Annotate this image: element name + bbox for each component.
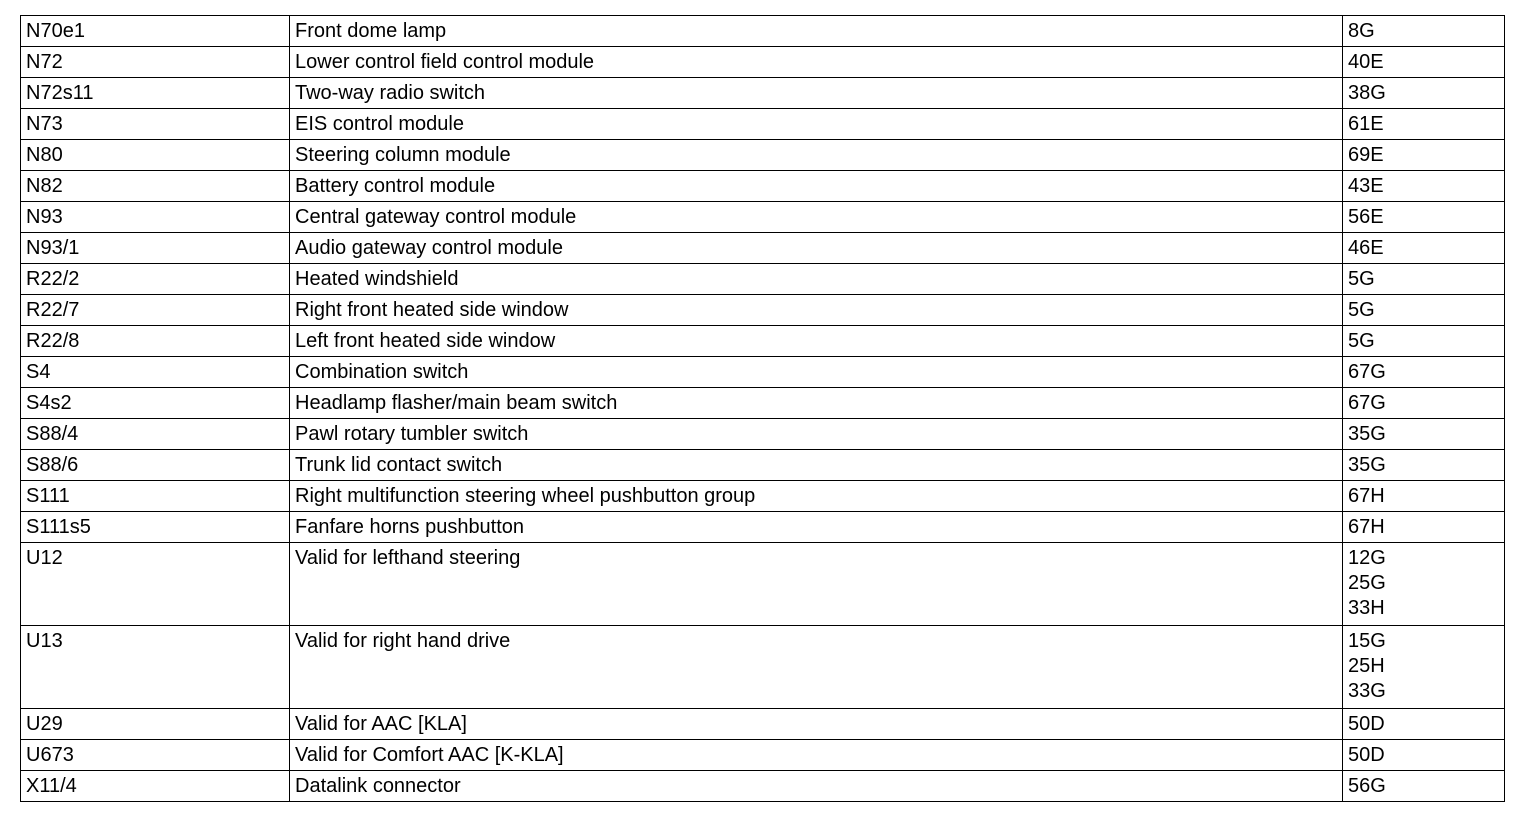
grid-location: 5G (1348, 330, 1375, 352)
component-description-cell: Two-way radio switch (290, 78, 1343, 109)
component-description-cell: Front dome lamp (290, 16, 1343, 47)
table-row (21, 626, 1505, 709)
table-row (21, 233, 1505, 264)
component-location-table (20, 15, 1505, 802)
table-row (21, 419, 1505, 450)
table-row (21, 357, 1505, 388)
grid-location: 46E (1348, 237, 1384, 259)
grid-location-cell (1343, 202, 1505, 233)
table-row (21, 140, 1505, 171)
component-description-cell: Trunk lid contact switch (290, 450, 1343, 481)
table-row (21, 771, 1505, 802)
table-row (21, 388, 1505, 419)
grid-location-cell (1343, 481, 1505, 512)
table-row (21, 78, 1505, 109)
grid-location-cell (1343, 543, 1505, 626)
grid-location: 35G (1348, 454, 1386, 476)
component-description-cell: Left front heated side window (290, 326, 1343, 357)
table-row (21, 450, 1505, 481)
grid-location: 15G (1348, 630, 1386, 652)
grid-location-cell (1343, 109, 1505, 140)
table-row (21, 709, 1505, 740)
table-row (21, 512, 1505, 543)
grid-location-cell (1343, 626, 1505, 709)
component-code-cell: N72s11 (21, 78, 290, 109)
component-code-cell: N73 (21, 109, 290, 140)
component-description-cell: Headlamp flasher/main beam switch (290, 388, 1343, 419)
grid-location-cell (1343, 326, 1505, 357)
grid-location: 33H (1348, 597, 1385, 619)
grid-location-cell (1343, 709, 1505, 740)
component-description-cell: Right front heated side window (290, 295, 1343, 326)
grid-location-cell (1343, 264, 1505, 295)
component-description-cell: Valid for Comfort AAC [K-KLA] (290, 740, 1343, 771)
component-code-cell: S4 (21, 357, 290, 388)
grid-location-cell (1343, 171, 1505, 202)
component-description-cell: Valid for right hand drive (290, 626, 1343, 709)
component-description-cell: Battery control module (290, 171, 1343, 202)
grid-location-cell (1343, 771, 1505, 802)
component-code-cell: S4s2 (21, 388, 290, 419)
component-code-cell: R22/2 (21, 264, 290, 295)
grid-location-cell (1343, 233, 1505, 264)
table-row (21, 109, 1505, 140)
component-description-cell: Right multifunction steering wheel pushbutton group (290, 481, 1343, 512)
table-body (21, 16, 1505, 802)
table-row (21, 264, 1505, 295)
component-code-cell: N93 (21, 202, 290, 233)
component-description-cell: Steering column module (290, 140, 1343, 171)
component-description-cell: Heated windshield (290, 264, 1343, 295)
grid-location: 40E (1348, 51, 1384, 73)
grid-location: 5G (1348, 268, 1375, 290)
table-row (21, 481, 1505, 512)
grid-location: 67G (1348, 392, 1386, 414)
component-code-cell: S88/4 (21, 419, 290, 450)
component-description-cell: Fanfare horns pushbutton (290, 512, 1343, 543)
component-code-cell: S88/6 (21, 450, 290, 481)
component-description-cell: Pawl rotary tumbler switch (290, 419, 1343, 450)
component-code-cell: R22/8 (21, 326, 290, 357)
grid-location-cell (1343, 295, 1505, 326)
component-code-cell: X11/4 (21, 771, 290, 802)
grid-location-cell (1343, 740, 1505, 771)
component-code-cell: N80 (21, 140, 290, 171)
component-code-cell: S111 (21, 481, 290, 512)
component-description-cell: Lower control field control module (290, 47, 1343, 78)
component-code-cell: U673 (21, 740, 290, 771)
component-code-cell: N70e1 (21, 16, 290, 47)
component-code-cell: N93/1 (21, 233, 290, 264)
grid-location: 35G (1348, 423, 1386, 445)
component-code-cell: N82 (21, 171, 290, 202)
grid-location: 67H (1348, 485, 1385, 507)
component-code-cell: S111s5 (21, 512, 290, 543)
component-description-cell: Combination switch (290, 357, 1343, 388)
grid-location: 8G (1348, 20, 1375, 42)
table-row (21, 47, 1505, 78)
component-description-cell: Central gateway control module (290, 202, 1343, 233)
component-code-cell: U12 (21, 543, 290, 626)
component-description-cell: Valid for AAC [KLA] (290, 709, 1343, 740)
grid-location: 5G (1348, 299, 1375, 321)
component-code-cell: N72 (21, 47, 290, 78)
grid-location: 25G (1348, 572, 1386, 594)
grid-location: 50D (1348, 744, 1385, 766)
table-row (21, 543, 1505, 626)
component-description-cell: Datalink connector (290, 771, 1343, 802)
table-row (21, 171, 1505, 202)
component-description-cell: Valid for lefthand steering (290, 543, 1343, 626)
table-row (21, 326, 1505, 357)
grid-location: 67H (1348, 516, 1385, 538)
grid-location: 33G (1348, 680, 1386, 702)
grid-location: 43E (1348, 175, 1384, 197)
grid-location-cell (1343, 16, 1505, 47)
grid-location: 12G (1348, 547, 1386, 569)
grid-location-cell (1343, 357, 1505, 388)
table-row (21, 295, 1505, 326)
grid-location-cell (1343, 450, 1505, 481)
grid-location-cell (1343, 512, 1505, 543)
grid-location: 25H (1348, 655, 1385, 677)
grid-location-cell (1343, 140, 1505, 171)
component-description-cell: EIS control module (290, 109, 1343, 140)
grid-location-cell (1343, 388, 1505, 419)
component-code-cell: R22/7 (21, 295, 290, 326)
grid-location: 50D (1348, 713, 1385, 735)
table-row (21, 202, 1505, 233)
grid-location: 61E (1348, 113, 1384, 135)
table-row (21, 740, 1505, 771)
grid-location: 56E (1348, 206, 1384, 228)
component-code-cell: U13 (21, 626, 290, 709)
grid-location-cell (1343, 47, 1505, 78)
grid-location: 67G (1348, 361, 1386, 383)
component-code-cell: U29 (21, 709, 290, 740)
component-description-cell: Audio gateway control module (290, 233, 1343, 264)
table-row (21, 16, 1505, 47)
grid-location-cell (1343, 419, 1505, 450)
grid-location: 56G (1348, 775, 1386, 797)
grid-location: 69E (1348, 144, 1384, 166)
grid-location-cell (1343, 78, 1505, 109)
grid-location: 38G (1348, 82, 1386, 104)
